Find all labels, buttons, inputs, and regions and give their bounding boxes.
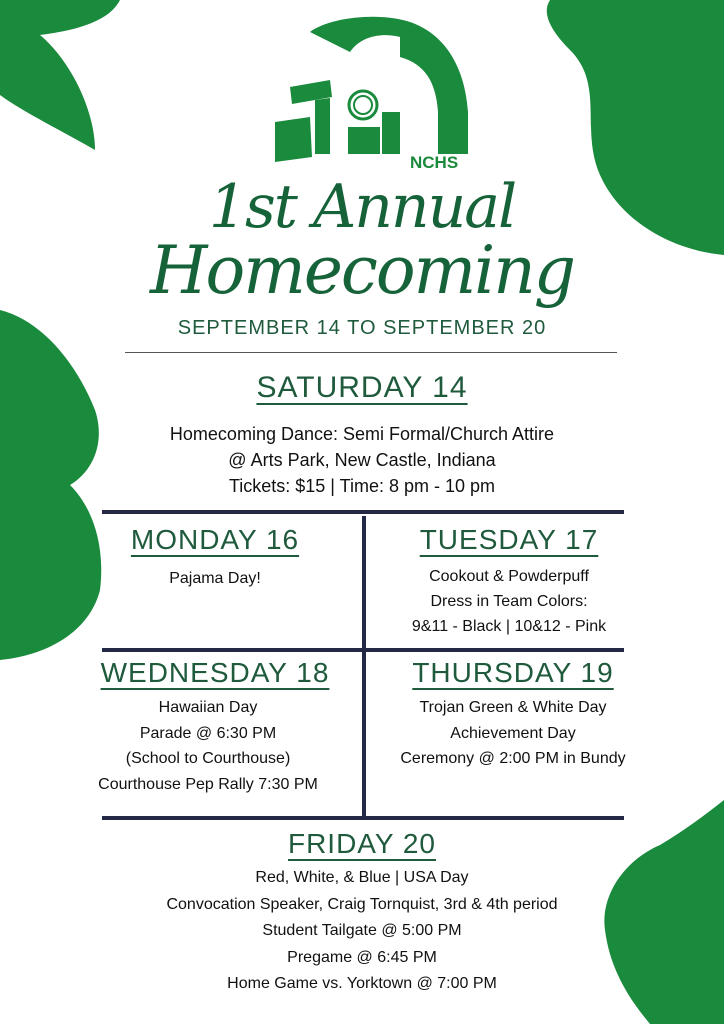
- grid-top-bar: [102, 510, 624, 514]
- wednesday-heading: WEDNESDAY 18: [100, 657, 330, 688]
- tuesday-line: Dress in Team Colors:: [430, 593, 588, 610]
- grid-bottom-bar: [102, 816, 624, 820]
- wednesday-line: Courthouse Pep Rally 7:30 PM: [98, 775, 318, 793]
- friday-line: Student Tailgate @ 5:00 PM: [262, 922, 462, 939]
- friday-line: Red, White, & Blue | USA Day: [255, 869, 469, 886]
- saturday-heading: SATURDAY 14: [256, 371, 468, 404]
- monday-line: Pajama Day!: [169, 570, 261, 587]
- thursday-line: Achievement Day: [450, 724, 576, 742]
- monday-heading: MONDAY 16: [130, 524, 300, 555]
- thursday-details: [368, 695, 658, 772]
- school-name: NCHS: [410, 153, 459, 172]
- friday-line: Convocation Speaker, Craig Tornquist, 3rd & 4th period: [166, 895, 558, 913]
- title-line-1: 1st Annual: [208, 172, 516, 242]
- wednesday-line: Parade @ 6:30 PM: [139, 724, 277, 742]
- date-range: SEPTEMBER 14 TO SEPTEMBER 20: [177, 317, 547, 339]
- title-line-2: Homecoming: [149, 232, 575, 309]
- saturday-details: [60, 421, 664, 499]
- friday-details: [50, 865, 674, 998]
- tuesday-line: Cookout & Powderpuff: [429, 568, 589, 585]
- trojan-helmet-icon: [270, 12, 490, 172]
- tuesday-heading: TUESDAY 17: [419, 524, 599, 555]
- grid-center-bar: [362, 516, 366, 818]
- wednesday-details: [58, 695, 358, 797]
- tuesday-line: 9&11 - Black | 10&12 - Pink: [411, 618, 607, 635]
- divider-line: [125, 352, 617, 353]
- thursday-heading: THURSDAY 19: [412, 657, 614, 688]
- friday-line: Home Game vs. Yorktown @ 7:00 PM: [227, 975, 497, 992]
- friday-heading: FRIDAY 20: [287, 828, 436, 859]
- tuesday-details: [368, 564, 650, 639]
- friday-line: Pregame @ 6:45 PM: [287, 948, 437, 966]
- thursday-line: Ceremony @ 2:00 PM in Bundy: [400, 750, 626, 767]
- wednesday-line: (School to Courthouse): [125, 750, 291, 767]
- grid-middle-bar: [102, 648, 624, 652]
- thursday-line: Trojan Green & White Day: [419, 699, 607, 716]
- saturday-line: Tickets: $15 | Time: 8 pm - 10 pm: [228, 476, 496, 496]
- saturday-line: @ Arts Park, New Castle, Indiana: [228, 450, 496, 470]
- wednesday-line: Hawaiian Day: [158, 699, 258, 716]
- saturday-line: Homecoming Dance: Semi Formal/Church Attire: [169, 424, 555, 444]
- monday-details: [105, 566, 325, 591]
